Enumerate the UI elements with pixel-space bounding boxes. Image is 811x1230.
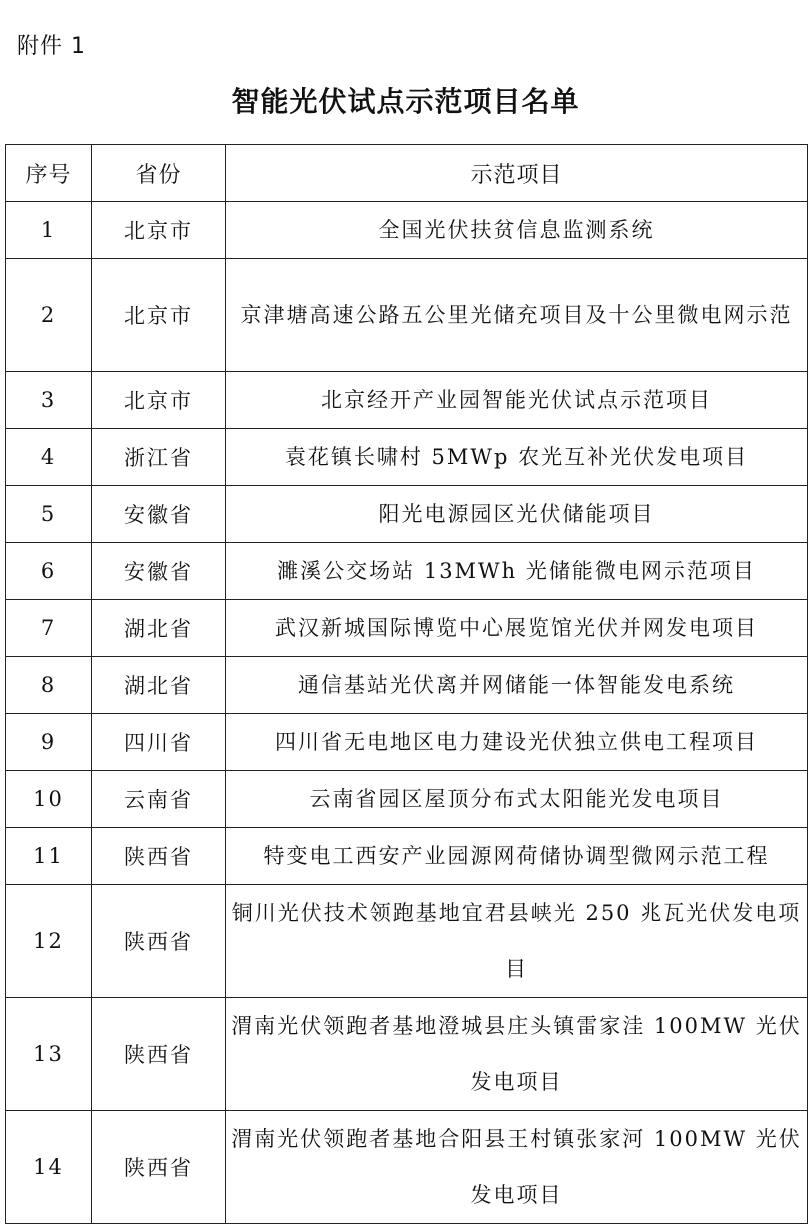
column-header-province: 省份 [92, 145, 226, 202]
row-province: 北京市 [92, 259, 226, 372]
row-province: 陕西省 [92, 998, 226, 1111]
table-row [6, 828, 808, 885]
row-province: 安徽省 [92, 543, 226, 600]
row-number: 7 [6, 600, 92, 657]
column-header-number: 序号 [6, 145, 92, 202]
table-row [6, 202, 808, 259]
row-number: 9 [6, 714, 92, 771]
row-project: 阳光电源园区光伏储能项目 [226, 486, 808, 543]
row-project: 特变电工西安产业园源网荷储协调型微网示范工程 [226, 828, 808, 885]
row-number: 1 [6, 202, 92, 259]
header-row [6, 145, 808, 202]
project-table [5, 144, 808, 1224]
row-province: 陕西省 [92, 1111, 226, 1224]
table-row [6, 429, 808, 486]
row-number: 5 [6, 486, 92, 543]
row-number: 13 [6, 998, 92, 1111]
document-title: 智能光伏试点示范项目名单 [231, 85, 580, 118]
table-row [6, 714, 808, 771]
row-number: 4 [6, 429, 92, 486]
table-row [6, 1111, 808, 1224]
row-province: 北京市 [92, 202, 226, 259]
row-number: 8 [6, 657, 92, 714]
row-number: 3 [6, 372, 92, 429]
table-row [6, 771, 808, 828]
row-province: 浙江省 [92, 429, 226, 486]
table-row [6, 259, 808, 372]
row-province: 湖北省 [92, 600, 226, 657]
column-header-project: 示范项目 [226, 145, 808, 202]
row-project: 濉溪公交场站 13MWh 光储能微电网示范项目 [226, 543, 808, 600]
table-row [6, 998, 808, 1111]
row-province: 四川省 [92, 714, 226, 771]
attachment-label: 附件 1 [17, 34, 86, 59]
row-province: 云南省 [92, 771, 226, 828]
row-project: 渭南光伏领跑者基地合阳县王村镇张家河 100MW 光伏发电项目 [226, 1111, 808, 1224]
table-row [6, 486, 808, 543]
row-project: 全国光伏扶贫信息监测系统 [226, 202, 808, 259]
row-number: 14 [6, 1111, 92, 1224]
row-project: 京津塘高速公路五公里光储充项目及十公里微电网示范 [226, 259, 808, 372]
row-province: 安徽省 [92, 486, 226, 543]
table-row [6, 543, 808, 600]
row-province: 陕西省 [92, 885, 226, 998]
table-row [6, 885, 808, 998]
row-number: 10 [6, 771, 92, 828]
row-project: 铜川光伏技术领跑基地宜君县峡光 250 兆瓦光伏发电项目 [226, 885, 808, 998]
table-row [6, 600, 808, 657]
row-number: 11 [6, 828, 92, 885]
table-header [6, 145, 808, 202]
row-number: 12 [6, 885, 92, 998]
row-province: 湖北省 [92, 657, 226, 714]
row-project: 袁花镇长啸村 5MWp 农光互补光伏发电项目 [226, 429, 808, 486]
row-number: 2 [6, 259, 92, 372]
table-row [6, 372, 808, 429]
row-project: 云南省园区屋顶分布式太阳能光发电项目 [226, 771, 808, 828]
row-number: 6 [6, 543, 92, 600]
row-province: 北京市 [92, 372, 226, 429]
table-row [6, 657, 808, 714]
row-project: 武汉新城国际博览中心展览馆光伏并网发电项目 [226, 600, 808, 657]
row-project: 四川省无电地区电力建设光伏独立供电工程项目 [226, 714, 808, 771]
row-province: 陕西省 [92, 828, 226, 885]
row-project: 北京经开产业园智能光伏试点示范项目 [226, 372, 808, 429]
table-body [6, 202, 808, 1224]
row-project: 通信基站光伏离并网储能一体智能发电系统 [226, 657, 808, 714]
row-project: 渭南光伏领跑者基地澄城县庄头镇雷家洼 100MW 光伏发电项目 [226, 998, 808, 1111]
